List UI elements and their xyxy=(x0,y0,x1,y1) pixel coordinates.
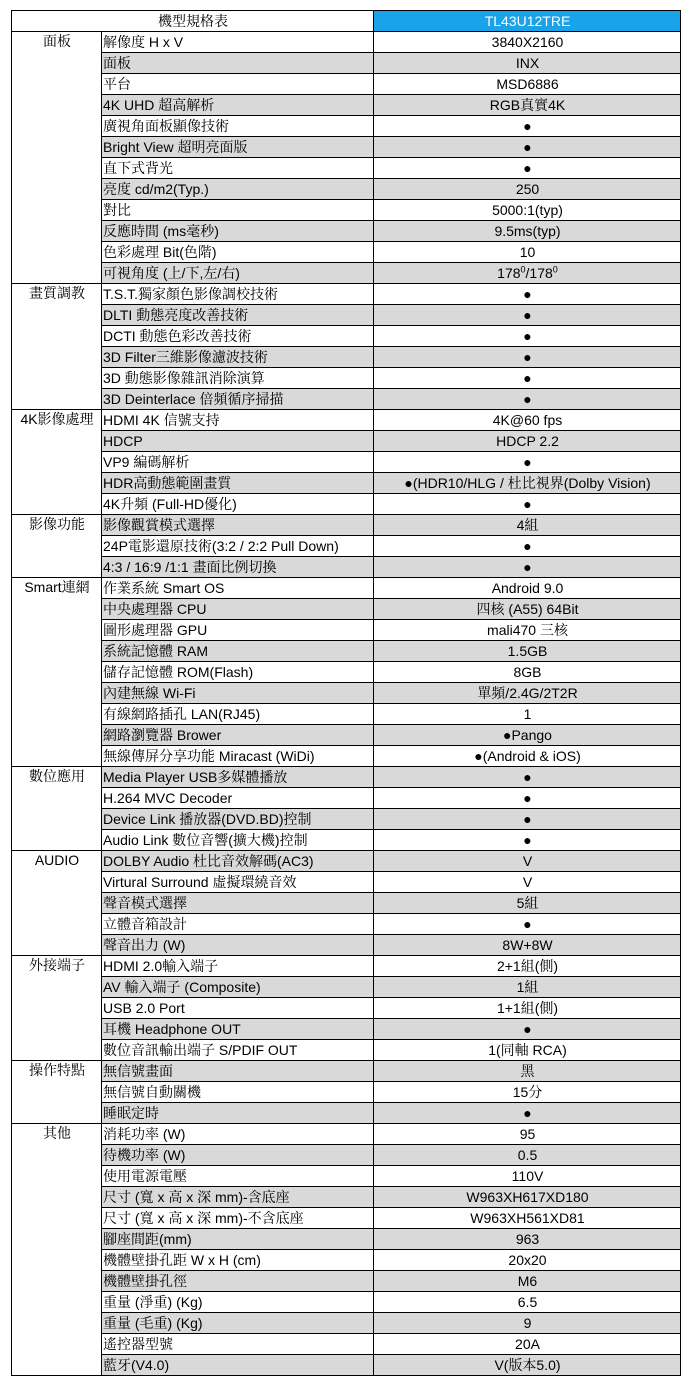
category-cell xyxy=(12,1166,102,1187)
category-cell xyxy=(12,1250,102,1271)
feature-cell: 色彩處理 Bit(色階) xyxy=(102,242,374,263)
value-cell: 95 xyxy=(374,1124,681,1145)
feature-cell: 尺寸 (寬 x 高 x 深 mm)-含底座 xyxy=(102,1187,374,1208)
category-cell xyxy=(12,683,102,704)
category-cell xyxy=(12,494,102,515)
feature-cell: 作業系統 Smart OS xyxy=(102,578,374,599)
spec-row xyxy=(12,599,681,620)
spec-row xyxy=(12,347,681,368)
feature-cell: 重量 (淨重) (Kg) xyxy=(102,1292,374,1313)
spec-row xyxy=(12,788,681,809)
category-cell xyxy=(12,242,102,263)
feature-cell: DOLBY Audio 杜比音效解碼(AC3) xyxy=(102,851,374,872)
feature-cell: 數位音訊輸出端子 S/PDIF OUT xyxy=(102,1040,374,1061)
value-cell: 1.5GB xyxy=(374,641,681,662)
category-cell xyxy=(12,368,102,389)
category-cell: AUDIO xyxy=(12,851,102,872)
feature-cell: 尺寸 (寬 x 高 x 深 mm)-不含底座 xyxy=(102,1208,374,1229)
value-cell: W963XH617XD180 xyxy=(374,1187,681,1208)
feature-cell: HDMI 4K 信號支持 xyxy=(102,410,374,431)
value-cell: ● xyxy=(374,452,681,473)
value-cell: mali470 三核 xyxy=(374,620,681,641)
value-cell: ● xyxy=(374,557,681,578)
spec-row xyxy=(12,620,681,641)
spec-row xyxy=(12,179,681,200)
value-cell: 20x20 xyxy=(374,1250,681,1271)
category-cell xyxy=(12,431,102,452)
feature-cell: 系統記憶體 RAM xyxy=(102,641,374,662)
value-part: /178 xyxy=(525,264,553,281)
feature-cell: 影像觀賞模式選擇 xyxy=(102,515,374,536)
spec-row xyxy=(12,284,681,305)
value-cell: RGB真實4K xyxy=(374,95,681,116)
feature-cell: Media Player USB多媒體播放 xyxy=(102,767,374,788)
value-cell: 單頻/2.4G/2T2R xyxy=(374,683,681,704)
spec-row xyxy=(12,1061,681,1082)
feature-cell: 無信號畫面 xyxy=(102,1061,374,1082)
feature-cell: Audio Link 數位音響(擴大機)控制 xyxy=(102,830,374,851)
feature-cell: 直下式背光 xyxy=(102,158,374,179)
spec-row xyxy=(12,200,681,221)
category-cell: 畫質調教 xyxy=(12,284,102,305)
category-cell: 4K影像處理 xyxy=(12,410,102,431)
feature-cell: 藍牙(V4.0) xyxy=(102,1355,374,1376)
value-cell: MSD6886 xyxy=(374,74,681,95)
spec-row xyxy=(12,242,681,263)
value-cell: 黑 xyxy=(374,1061,681,1082)
value-cell: 4K@60 fps xyxy=(374,410,681,431)
spec-row xyxy=(12,1250,681,1271)
spec-row xyxy=(12,1040,681,1061)
value-cell: 110V xyxy=(374,1166,681,1187)
spec-row xyxy=(12,893,681,914)
spec-row xyxy=(12,662,681,683)
category-cell xyxy=(12,74,102,95)
category-cell xyxy=(12,1229,102,1250)
category-cell xyxy=(12,326,102,347)
spec-row xyxy=(12,1166,681,1187)
spec-row xyxy=(12,1313,681,1334)
category-cell: 面板 xyxy=(12,32,102,53)
feature-cell: 4K UHD 超高解析 xyxy=(102,95,374,116)
value-cell: 8W+8W xyxy=(374,935,681,956)
category-cell xyxy=(12,809,102,830)
value-cell: 20A xyxy=(374,1334,681,1355)
category-cell xyxy=(12,599,102,620)
category-cell xyxy=(12,557,102,578)
category-cell xyxy=(12,137,102,158)
category-cell xyxy=(12,200,102,221)
category-cell xyxy=(12,536,102,557)
category-cell xyxy=(12,221,102,242)
category-cell xyxy=(12,788,102,809)
feature-cell: VP9 編碼解析 xyxy=(102,452,374,473)
spec-row xyxy=(12,935,681,956)
category-cell xyxy=(12,641,102,662)
feature-cell: 無信號自動關機 xyxy=(102,1082,374,1103)
feature-cell: DLTI 動態亮度改善技術 xyxy=(102,305,374,326)
value-cell: ● xyxy=(374,137,681,158)
feature-cell: 聲音出力 (W) xyxy=(102,935,374,956)
value-cell: ● xyxy=(374,389,681,410)
feature-cell: HDMI 2.0輸入端子 xyxy=(102,956,374,977)
value-cell: Android 9.0 xyxy=(374,578,681,599)
feature-cell: 廣視角面板顯像技術 xyxy=(102,116,374,137)
feature-cell: 中央處理器 CPU xyxy=(102,599,374,620)
value-cell xyxy=(374,263,681,284)
category-cell xyxy=(12,1187,102,1208)
spec-row xyxy=(12,578,681,599)
feature-cell: 遙控器型號 xyxy=(102,1334,374,1355)
spec-row xyxy=(12,326,681,347)
spec-row xyxy=(12,641,681,662)
value-cell: ● xyxy=(374,305,681,326)
value-cell: ● xyxy=(374,368,681,389)
spec-row xyxy=(12,851,681,872)
spec-row xyxy=(12,389,681,410)
spec-row xyxy=(12,410,681,431)
value-cell: ●(HDR10/HLG / 杜比視界(Dolby Vision) xyxy=(374,473,681,494)
value-cell: 四核 (A55) 64Bit xyxy=(374,599,681,620)
spec-row xyxy=(12,956,681,977)
category-cell: Smart連網 xyxy=(12,578,102,599)
category-cell: 外接端子 xyxy=(12,956,102,977)
feature-cell: 重量 (毛重) (Kg) xyxy=(102,1313,374,1334)
value-cell: ● xyxy=(374,536,681,557)
value-part: 178 xyxy=(497,264,521,281)
spec-row xyxy=(12,683,681,704)
category-cell xyxy=(12,1145,102,1166)
spec-row xyxy=(12,95,681,116)
value-cell: 1組 xyxy=(374,977,681,998)
value-cell: ●(Android & iOS) xyxy=(374,746,681,767)
spec-row xyxy=(12,158,681,179)
value-cell: 10 xyxy=(374,242,681,263)
category-cell xyxy=(12,1271,102,1292)
spec-row xyxy=(12,1145,681,1166)
feature-cell: 4:3 / 16:9 /1:1 畫面比例切換 xyxy=(102,557,374,578)
spec-row xyxy=(12,116,681,137)
spec-row xyxy=(12,1292,681,1313)
feature-cell: USB 2.0 Port xyxy=(102,998,374,1019)
feature-cell: 面板 xyxy=(102,53,374,74)
spec-row xyxy=(12,914,681,935)
feature-cell: AV 輸入端子 (Composite) xyxy=(102,977,374,998)
value-cell: ● xyxy=(374,788,681,809)
value-cell: 1 xyxy=(374,704,681,725)
spec-row xyxy=(12,725,681,746)
spec-row xyxy=(12,872,681,893)
feature-cell: T.S.T.獨家顏色影像調校技術 xyxy=(102,284,374,305)
feature-cell: 無線傳屏分享功能 Miracast (WiDi) xyxy=(102,746,374,767)
spec-row xyxy=(12,977,681,998)
feature-cell: 聲音模式選擇 xyxy=(102,893,374,914)
value-cell: V xyxy=(374,851,681,872)
spec-row xyxy=(12,515,681,536)
category-cell xyxy=(12,1313,102,1334)
category-cell xyxy=(12,347,102,368)
spec-row xyxy=(12,1334,681,1355)
category-cell xyxy=(12,1208,102,1229)
spec-row xyxy=(12,1103,681,1124)
category-cell xyxy=(12,305,102,326)
spec-row xyxy=(12,1019,681,1040)
spec-row xyxy=(12,221,681,242)
spec-row xyxy=(12,263,681,284)
spec-row xyxy=(12,32,681,53)
value-cell: 2+1組(側) xyxy=(374,956,681,977)
value-cell: ● xyxy=(374,1103,681,1124)
spec-row xyxy=(12,74,681,95)
category-cell xyxy=(12,95,102,116)
value-cell: M6 xyxy=(374,1271,681,1292)
feature-cell: 儲存記憶體 ROM(Flash) xyxy=(102,662,374,683)
spec-row xyxy=(12,494,681,515)
feature-cell: 機體壁掛孔徑 xyxy=(102,1271,374,1292)
feature-cell: 睡眠定時 xyxy=(102,1103,374,1124)
value-cell: ● xyxy=(374,809,681,830)
feature-cell: 內建無線 Wi-Fi xyxy=(102,683,374,704)
feature-cell: Bright View 超明亮面版 xyxy=(102,137,374,158)
category-cell xyxy=(12,725,102,746)
spec-row xyxy=(12,1271,681,1292)
value-cell: 963 xyxy=(374,1229,681,1250)
feature-cell: 有線網路插孔 LAN(RJ45) xyxy=(102,704,374,725)
value-cell: ● xyxy=(374,284,681,305)
spec-row xyxy=(12,536,681,557)
spec-row xyxy=(12,452,681,473)
value-part: 0 xyxy=(520,263,526,274)
value-cell: 1(同軸 RCA) xyxy=(374,1040,681,1061)
value-cell: ● xyxy=(374,494,681,515)
category-cell xyxy=(12,389,102,410)
spec-row xyxy=(12,767,681,788)
value-cell: V(版本5.0) xyxy=(374,1355,681,1376)
spec-row xyxy=(12,1355,681,1376)
category-cell xyxy=(12,746,102,767)
spec-row xyxy=(12,1208,681,1229)
feature-cell: 立體音箱設計 xyxy=(102,914,374,935)
value-cell: ● xyxy=(374,767,681,788)
feature-cell: HDCP xyxy=(102,431,374,452)
value-cell: ● xyxy=(374,830,681,851)
value-cell: 6.5 xyxy=(374,1292,681,1313)
model-name: TL43U12TRE xyxy=(374,11,681,32)
value-cell: ● xyxy=(374,1019,681,1040)
category-cell: 操作特點 xyxy=(12,1061,102,1082)
category-cell xyxy=(12,473,102,494)
value-cell: ● xyxy=(374,158,681,179)
value-cell: ● xyxy=(374,914,681,935)
category-cell xyxy=(12,179,102,200)
spec-row xyxy=(12,746,681,767)
spec-row xyxy=(12,137,681,158)
feature-cell: 耳機 Headphone OUT xyxy=(102,1019,374,1040)
feature-cell: 3D 動態影像雜訊消除演算 xyxy=(102,368,374,389)
category-cell xyxy=(12,893,102,914)
value-cell: 9.5ms(typ) xyxy=(374,221,681,242)
category-cell xyxy=(12,914,102,935)
table-title: 機型規格表 xyxy=(12,11,374,32)
value-cell: W963XH561XD81 xyxy=(374,1208,681,1229)
feature-cell: 可視角度 (上/下,左/右) xyxy=(102,263,374,284)
category-cell xyxy=(12,1040,102,1061)
category-cell xyxy=(12,158,102,179)
value-cell: 5000:1(typ) xyxy=(374,200,681,221)
category-cell xyxy=(12,53,102,74)
feature-cell: 腳座間距(mm) xyxy=(102,1229,374,1250)
spec-row xyxy=(12,1124,681,1145)
spec-row xyxy=(12,1187,681,1208)
spec-row xyxy=(12,830,681,851)
category-cell xyxy=(12,998,102,1019)
value-cell: 9 xyxy=(374,1313,681,1334)
feature-cell: 對比 xyxy=(102,200,374,221)
value-cell: 15分 xyxy=(374,1082,681,1103)
spec-row xyxy=(12,473,681,494)
feature-cell: 3D Filter三維影像濾波技術 xyxy=(102,347,374,368)
category-cell xyxy=(12,662,102,683)
spec-row xyxy=(12,1082,681,1103)
value-cell: 8GB xyxy=(374,662,681,683)
value-cell: 1+1組(側) xyxy=(374,998,681,1019)
header-row xyxy=(12,11,681,32)
value-cell: 0.5 xyxy=(374,1145,681,1166)
feature-cell: 圖形處理器 GPU xyxy=(102,620,374,641)
category-cell xyxy=(12,872,102,893)
feature-cell: Virtural Surround 虛擬環繞音效 xyxy=(102,872,374,893)
feature-cell: 24P電影還原技術(3:2 / 2:2 Pull Down) xyxy=(102,536,374,557)
spec-row xyxy=(12,704,681,725)
spec-row xyxy=(12,305,681,326)
value-cell: 3840X2160 xyxy=(374,32,681,53)
category-cell xyxy=(12,263,102,284)
value-cell: HDCP 2.2 xyxy=(374,431,681,452)
spec-row xyxy=(12,809,681,830)
category-cell xyxy=(12,1292,102,1313)
category-cell xyxy=(12,1355,102,1376)
feature-cell: 亮度 cd/m2(Typ.) xyxy=(102,179,374,200)
feature-cell: 機體壁掛孔距 W x H (cm) xyxy=(102,1250,374,1271)
spec-row xyxy=(12,53,681,74)
category-cell xyxy=(12,116,102,137)
value-cell: 5組 xyxy=(374,893,681,914)
feature-cell: H.264 MVC Decoder xyxy=(102,788,374,809)
feature-cell: 解像度 H x V xyxy=(102,32,374,53)
category-cell xyxy=(12,935,102,956)
feature-cell: Device Link 播放器(DVD.BD)控制 xyxy=(102,809,374,830)
spec-row xyxy=(12,431,681,452)
value-cell: ●Pango xyxy=(374,725,681,746)
feature-cell: HDR高動態範圍畫質 xyxy=(102,473,374,494)
value-cell: ● xyxy=(374,116,681,137)
category-cell xyxy=(12,452,102,473)
spec-row xyxy=(12,998,681,1019)
category-cell xyxy=(12,1019,102,1040)
category-cell xyxy=(12,1082,102,1103)
spec-row xyxy=(12,557,681,578)
category-cell xyxy=(12,1334,102,1355)
category-cell xyxy=(12,1103,102,1124)
value-cell: INX xyxy=(374,53,681,74)
feature-cell: 待機功率 (W) xyxy=(102,1145,374,1166)
feature-cell: DCTI 動態色彩改善技術 xyxy=(102,326,374,347)
feature-cell: 網路瀏覽器 Brower xyxy=(102,725,374,746)
category-cell xyxy=(12,704,102,725)
spec-body xyxy=(12,32,681,1376)
feature-cell: 使用電源電壓 xyxy=(102,1166,374,1187)
category-cell xyxy=(12,977,102,998)
value-cell: 4組 xyxy=(374,515,681,536)
category-cell xyxy=(12,830,102,851)
value-cell: 250 xyxy=(374,179,681,200)
category-cell: 其他 xyxy=(12,1124,102,1145)
feature-cell: 反應時間 (ms毫秒) xyxy=(102,221,374,242)
feature-cell: 消耗功率 (W) xyxy=(102,1124,374,1145)
spec-table xyxy=(11,10,681,1376)
value-cell: ● xyxy=(374,326,681,347)
value-cell: ● xyxy=(374,347,681,368)
category-cell: 影像功能 xyxy=(12,515,102,536)
category-cell xyxy=(12,620,102,641)
spec-row xyxy=(12,1229,681,1250)
value-cell: V xyxy=(374,872,681,893)
spec-row xyxy=(12,368,681,389)
category-cell: 數位應用 xyxy=(12,767,102,788)
feature-cell: 平台 xyxy=(102,74,374,95)
value-part: 0 xyxy=(552,263,558,274)
feature-cell: 3D Deinterlace 倍頻循序掃描 xyxy=(102,389,374,410)
feature-cell: 4K升頻 (Full-HD優化) xyxy=(102,494,374,515)
